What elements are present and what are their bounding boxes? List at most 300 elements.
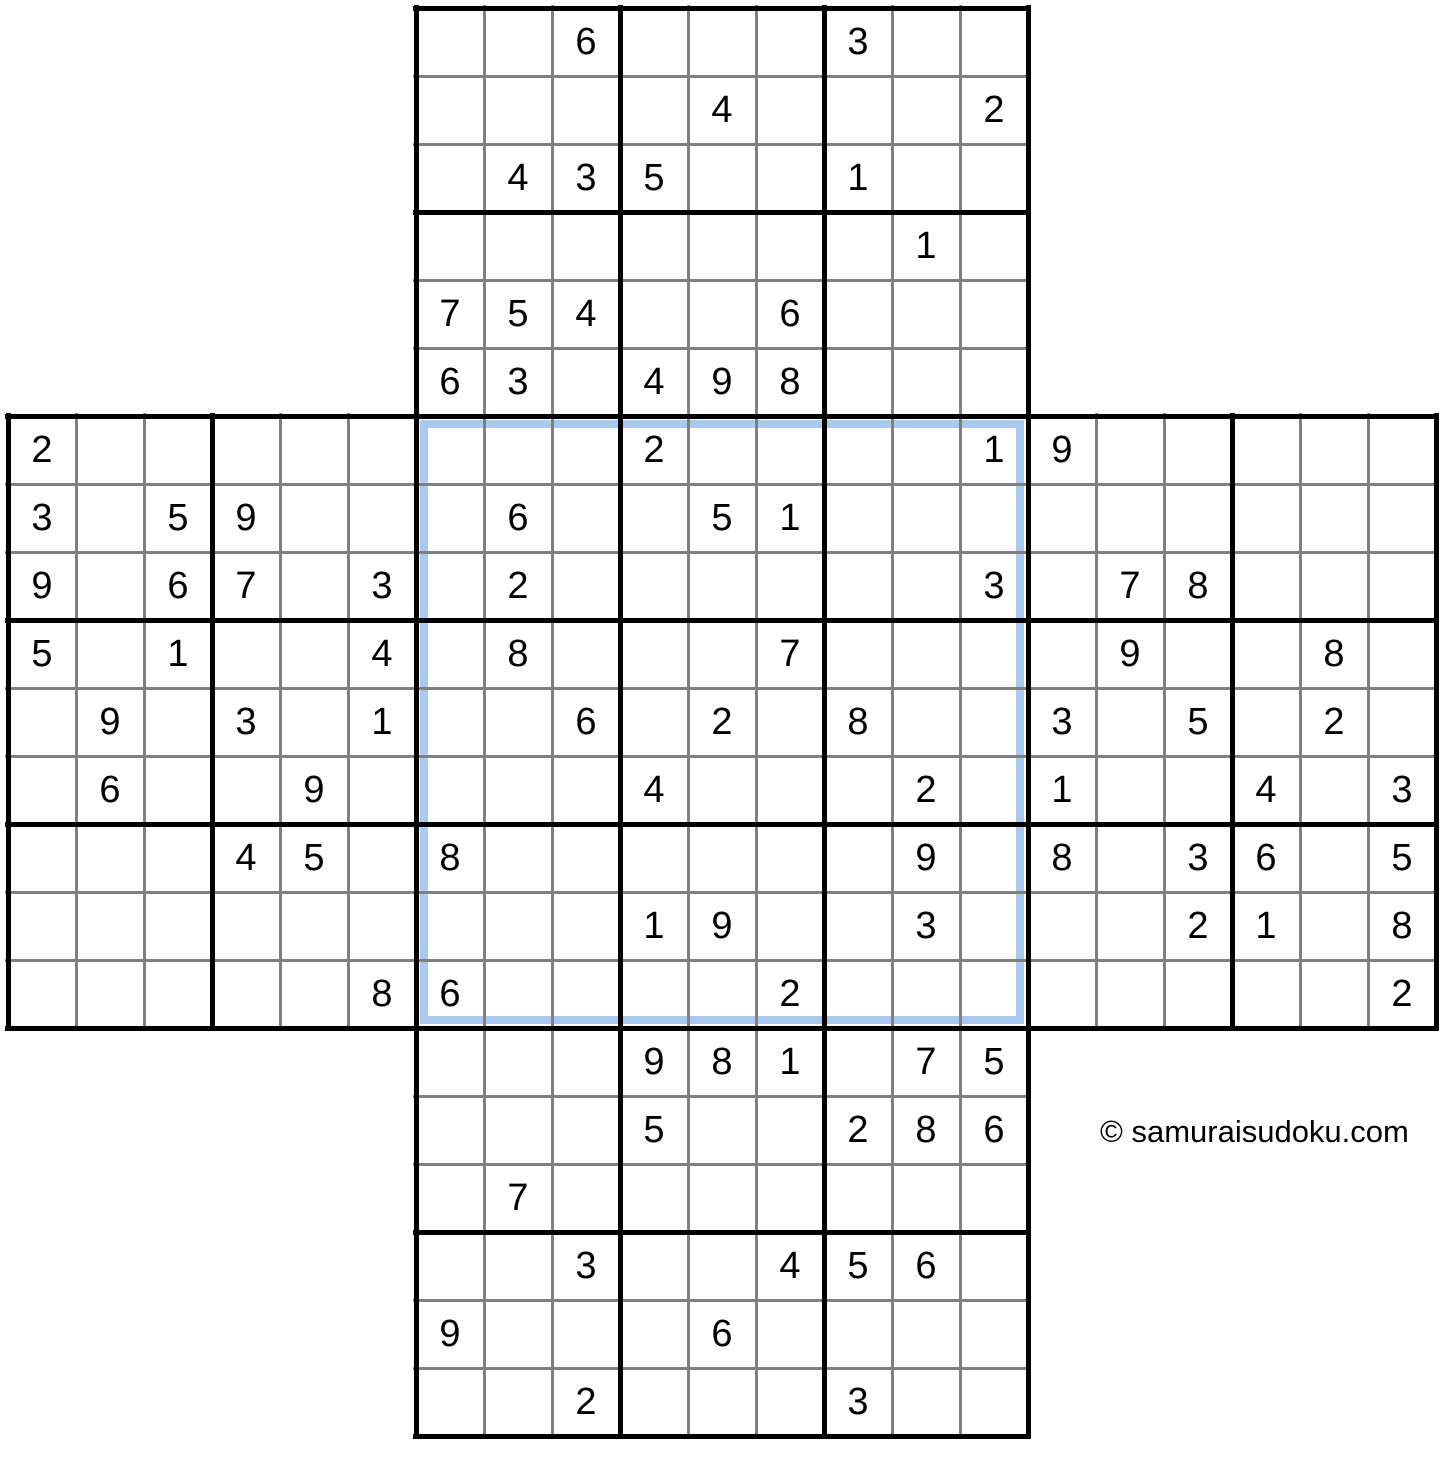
sudoku-cell[interactable] bbox=[348, 824, 416, 892]
given-digit: 2 bbox=[1391, 973, 1413, 1015]
sudoku-cell[interactable] bbox=[892, 1368, 960, 1436]
given-digit: 1 bbox=[1051, 769, 1073, 811]
sudoku-cell[interactable] bbox=[824, 212, 892, 280]
sudoku-cell[interactable] bbox=[144, 416, 212, 484]
given-digit: 4 bbox=[711, 89, 733, 131]
given-digit: 3 bbox=[1051, 701, 1073, 743]
sudoku-cell[interactable] bbox=[76, 620, 144, 688]
grid-line-vertical bbox=[687, 5, 690, 1439]
sudoku-cell[interactable] bbox=[212, 416, 280, 484]
sudoku-cell bbox=[1164, 552, 1232, 620]
grid-line-horizontal bbox=[413, 75, 1031, 78]
given-digit: 6 bbox=[167, 565, 189, 607]
given-digit: 6 bbox=[575, 701, 597, 743]
grid-line-vertical bbox=[959, 5, 962, 1439]
sudoku-cell bbox=[824, 1232, 892, 1300]
sudoku-cell[interactable] bbox=[348, 416, 416, 484]
sudoku-cell[interactable] bbox=[8, 756, 76, 824]
sudoku-cell[interactable] bbox=[1232, 416, 1300, 484]
given-digit: 8 bbox=[1323, 633, 1345, 675]
given-digit: 2 bbox=[643, 429, 665, 471]
sudoku-cell[interactable] bbox=[1096, 416, 1164, 484]
given-digit: 6 bbox=[711, 1313, 733, 1355]
given-digit: 3 bbox=[31, 497, 53, 539]
sudoku-cell[interactable] bbox=[824, 1300, 892, 1368]
given-digit: 4 bbox=[575, 293, 597, 335]
sudoku-cell bbox=[1368, 756, 1436, 824]
given-digit: 1 bbox=[779, 497, 801, 539]
grid-line-horizontal bbox=[413, 1163, 1031, 1166]
sudoku-cell[interactable] bbox=[1028, 960, 1096, 1028]
sudoku-cell[interactable] bbox=[416, 1096, 484, 1164]
sudoku-cell[interactable] bbox=[1096, 892, 1164, 960]
given-digit: 2 bbox=[847, 1109, 869, 1151]
sudoku-cell bbox=[892, 1232, 960, 1300]
sudoku-cell[interactable] bbox=[756, 1368, 824, 1436]
sudoku-cell[interactable] bbox=[76, 552, 144, 620]
sudoku-cell[interactable] bbox=[756, 1300, 824, 1368]
sudoku-cell[interactable] bbox=[688, 212, 756, 280]
sudoku-cell[interactable] bbox=[212, 620, 280, 688]
sudoku-cell[interactable] bbox=[1300, 960, 1368, 1028]
sudoku-cell[interactable] bbox=[212, 892, 280, 960]
sudoku-cell[interactable] bbox=[484, 1300, 552, 1368]
sudoku-cell[interactable] bbox=[892, 76, 960, 144]
sudoku-cell[interactable] bbox=[688, 1164, 756, 1232]
given-digit: 5 bbox=[643, 157, 665, 199]
sudoku-cell[interactable] bbox=[960, 1368, 1028, 1436]
sudoku-cell bbox=[416, 1300, 484, 1368]
given-digit: 8 bbox=[779, 361, 801, 403]
sudoku-cell bbox=[824, 1096, 892, 1164]
sudoku-cell[interactable] bbox=[756, 76, 824, 144]
given-digit: 2 bbox=[507, 565, 529, 607]
given-digit: 7 bbox=[779, 633, 801, 675]
given-digit: 3 bbox=[371, 565, 393, 607]
given-digit: 1 bbox=[643, 905, 665, 947]
sudoku-cell bbox=[1028, 688, 1096, 756]
sudoku-cell[interactable] bbox=[484, 1368, 552, 1436]
grid-line-horizontal bbox=[413, 210, 1031, 215]
sudoku-cell[interactable] bbox=[1028, 620, 1096, 688]
sudoku-cell[interactable] bbox=[280, 416, 348, 484]
grid-line-vertical bbox=[279, 413, 282, 1031]
sudoku-cell bbox=[1028, 416, 1096, 484]
sudoku-cell[interactable] bbox=[1096, 960, 1164, 1028]
sudoku-cell[interactable] bbox=[892, 348, 960, 416]
sudoku-cell[interactable] bbox=[688, 8, 756, 76]
sudoku-cell[interactable] bbox=[756, 8, 824, 76]
sudoku-cell bbox=[756, 348, 824, 416]
given-digit: 3 bbox=[1391, 769, 1413, 811]
sudoku-cell[interactable] bbox=[620, 1232, 688, 1300]
given-digit: 4 bbox=[235, 837, 257, 879]
sudoku-cell bbox=[552, 1368, 620, 1436]
sudoku-cell[interactable] bbox=[1368, 620, 1436, 688]
sudoku-cell[interactable] bbox=[280, 620, 348, 688]
sudoku-cell[interactable] bbox=[8, 892, 76, 960]
samurai-sudoku-board bbox=[8, 8, 1436, 1436]
sudoku-cell[interactable] bbox=[552, 76, 620, 144]
sudoku-cell[interactable] bbox=[620, 1300, 688, 1368]
watermark: © samuraisudoku.com bbox=[1100, 1114, 1409, 1149]
sudoku-cell[interactable] bbox=[1368, 552, 1436, 620]
sudoku-cell bbox=[1232, 824, 1300, 892]
sudoku-cell[interactable] bbox=[280, 892, 348, 960]
sudoku-cell bbox=[144, 552, 212, 620]
sudoku-cell[interactable] bbox=[1300, 416, 1368, 484]
given-digit: 4 bbox=[779, 1245, 801, 1287]
given-digit: 9 bbox=[439, 1313, 461, 1355]
sudoku-cell bbox=[620, 1096, 688, 1164]
sudoku-cell bbox=[1300, 620, 1368, 688]
grid-line-vertical bbox=[1026, 5, 1031, 1439]
sudoku-cell[interactable] bbox=[8, 824, 76, 892]
sudoku-cell[interactable] bbox=[960, 1232, 1028, 1300]
sudoku-cell[interactable] bbox=[280, 688, 348, 756]
given-digit: 9 bbox=[643, 1041, 665, 1083]
grid-line-vertical bbox=[414, 5, 419, 1439]
sudoku-cell[interactable] bbox=[144, 824, 212, 892]
sudoku-cell[interactable] bbox=[1368, 416, 1436, 484]
sudoku-cell bbox=[620, 144, 688, 212]
sudoku-cell[interactable] bbox=[552, 348, 620, 416]
sudoku-cell[interactable] bbox=[1096, 824, 1164, 892]
given-digit: 9 bbox=[235, 497, 257, 539]
sudoku-cell[interactable] bbox=[484, 1096, 552, 1164]
grid-line-horizontal bbox=[5, 618, 1439, 623]
sudoku-cell[interactable] bbox=[76, 416, 144, 484]
given-digit: 5 bbox=[507, 293, 529, 335]
sudoku-cell[interactable] bbox=[892, 1164, 960, 1232]
sudoku-cell bbox=[1096, 620, 1164, 688]
sudoku-cell[interactable] bbox=[144, 892, 212, 960]
sudoku-cell[interactable] bbox=[416, 1028, 484, 1096]
sudoku-cell[interactable] bbox=[1164, 960, 1232, 1028]
sudoku-cell bbox=[892, 1028, 960, 1096]
sudoku-cell[interactable] bbox=[1232, 620, 1300, 688]
given-digit: 2 bbox=[575, 1381, 597, 1423]
given-digit: 7 bbox=[439, 293, 461, 335]
sudoku-cell[interactable] bbox=[484, 76, 552, 144]
given-digit: 7 bbox=[235, 565, 257, 607]
sudoku-cell[interactable] bbox=[620, 212, 688, 280]
given-digit: 9 bbox=[303, 769, 325, 811]
sudoku-cell[interactable] bbox=[280, 960, 348, 1028]
sudoku-cell bbox=[688, 76, 756, 144]
grid-line-horizontal bbox=[413, 6, 1031, 11]
sudoku-cell[interactable] bbox=[416, 8, 484, 76]
sudoku-cell bbox=[212, 688, 280, 756]
given-digit: 9 bbox=[711, 905, 733, 947]
sudoku-cell bbox=[1368, 960, 1436, 1028]
sudoku-cell[interactable] bbox=[824, 1028, 892, 1096]
sudoku-cell bbox=[484, 280, 552, 348]
sudoku-cell[interactable] bbox=[688, 1232, 756, 1300]
grid-line-horizontal bbox=[5, 551, 1439, 554]
sudoku-cell[interactable] bbox=[212, 960, 280, 1028]
given-digit: 6 bbox=[983, 1109, 1005, 1151]
sudoku-cell[interactable] bbox=[892, 1300, 960, 1368]
sudoku-cell[interactable] bbox=[76, 960, 144, 1028]
sudoku-cell bbox=[552, 280, 620, 348]
sudoku-cell[interactable] bbox=[552, 1300, 620, 1368]
sudoku-cell[interactable] bbox=[1232, 552, 1300, 620]
given-digit: 6 bbox=[439, 973, 461, 1015]
grid-line-horizontal bbox=[413, 1095, 1031, 1098]
sudoku-cell[interactable] bbox=[416, 1232, 484, 1300]
given-digit: 8 bbox=[847, 701, 869, 743]
grid-line-horizontal bbox=[413, 1230, 1031, 1235]
sudoku-cell[interactable] bbox=[824, 76, 892, 144]
sudoku-cell bbox=[416, 280, 484, 348]
sudoku-cell bbox=[552, 144, 620, 212]
center-grid-highlight bbox=[420, 420, 1024, 1024]
given-digit: 6 bbox=[439, 361, 461, 403]
sudoku-cell[interactable] bbox=[1096, 688, 1164, 756]
sudoku-cell bbox=[824, 8, 892, 76]
sudoku-cell[interactable] bbox=[416, 76, 484, 144]
sudoku-cell[interactable] bbox=[1164, 416, 1232, 484]
sudoku-cell[interactable] bbox=[1164, 620, 1232, 688]
given-digit: 9 bbox=[99, 701, 121, 743]
sudoku-cell[interactable] bbox=[960, 1164, 1028, 1232]
given-digit: 7 bbox=[915, 1041, 937, 1083]
given-digit: 2 bbox=[915, 769, 937, 811]
given-digit: 5 bbox=[847, 1245, 869, 1287]
grid-line-horizontal bbox=[413, 1434, 1031, 1439]
sudoku-cell bbox=[756, 1028, 824, 1096]
sudoku-cell[interactable] bbox=[1028, 484, 1096, 552]
sudoku-cell[interactable] bbox=[756, 1096, 824, 1164]
sudoku-cell[interactable] bbox=[416, 1368, 484, 1436]
given-digit: 2 bbox=[1323, 701, 1345, 743]
sudoku-cell[interactable] bbox=[688, 1096, 756, 1164]
sudoku-cell[interactable] bbox=[824, 348, 892, 416]
sudoku-cell[interactable] bbox=[620, 8, 688, 76]
sudoku-cell bbox=[688, 1028, 756, 1096]
sudoku-cell bbox=[1096, 552, 1164, 620]
sudoku-cell bbox=[416, 348, 484, 416]
given-digit: 4 bbox=[643, 361, 665, 403]
given-digit: 2 bbox=[711, 701, 733, 743]
given-digit: 4 bbox=[507, 157, 529, 199]
grid-line-horizontal bbox=[413, 143, 1031, 146]
sudoku-cell bbox=[960, 1096, 1028, 1164]
given-digit: 3 bbox=[575, 157, 597, 199]
sudoku-cell bbox=[552, 8, 620, 76]
sudoku-cell bbox=[76, 688, 144, 756]
sudoku-cell[interactable] bbox=[1028, 892, 1096, 960]
sudoku-cell[interactable] bbox=[1232, 484, 1300, 552]
given-digit: 2 bbox=[779, 973, 801, 1015]
sudoku-cell[interactable] bbox=[620, 1368, 688, 1436]
given-digit: 4 bbox=[1255, 769, 1277, 811]
sudoku-cell[interactable] bbox=[484, 212, 552, 280]
sudoku-cell[interactable] bbox=[960, 144, 1028, 212]
sudoku-cell[interactable] bbox=[348, 892, 416, 960]
given-digit: 9 bbox=[1051, 429, 1073, 471]
sudoku-cell[interactable] bbox=[416, 1164, 484, 1232]
sudoku-cell[interactable] bbox=[552, 212, 620, 280]
sudoku-cell[interactable] bbox=[484, 1232, 552, 1300]
sudoku-cell[interactable] bbox=[824, 280, 892, 348]
grid-line-horizontal bbox=[413, 1299, 1031, 1302]
sudoku-cell[interactable] bbox=[76, 484, 144, 552]
sudoku-cell bbox=[144, 484, 212, 552]
grid-line-vertical bbox=[1230, 413, 1235, 1031]
sudoku-cell[interactable] bbox=[892, 8, 960, 76]
sudoku-cell bbox=[1164, 892, 1232, 960]
given-digit: 2 bbox=[983, 89, 1005, 131]
sudoku-cell bbox=[892, 212, 960, 280]
sudoku-cell[interactable] bbox=[960, 1300, 1028, 1368]
sudoku-cell[interactable] bbox=[960, 280, 1028, 348]
grid-line-horizontal bbox=[5, 687, 1439, 690]
given-digit: 5 bbox=[643, 1109, 665, 1151]
grid-line-vertical bbox=[483, 5, 486, 1439]
sudoku-cell bbox=[348, 688, 416, 756]
given-digit: 9 bbox=[915, 837, 937, 879]
grid-line-vertical bbox=[891, 5, 894, 1439]
grid-line-horizontal bbox=[413, 347, 1031, 350]
grid-line-vertical bbox=[1163, 413, 1166, 1031]
sudoku-cell[interactable] bbox=[280, 552, 348, 620]
sudoku-cell[interactable] bbox=[1164, 484, 1232, 552]
sudoku-cell[interactable] bbox=[688, 1368, 756, 1436]
sudoku-cell[interactable] bbox=[960, 8, 1028, 76]
given-digit: 5 bbox=[711, 497, 733, 539]
sudoku-cell[interactable] bbox=[76, 892, 144, 960]
sudoku-cell[interactable] bbox=[756, 1164, 824, 1232]
grid-line-horizontal bbox=[413, 279, 1031, 282]
sudoku-cell[interactable] bbox=[756, 144, 824, 212]
sudoku-cell bbox=[1028, 756, 1096, 824]
sudoku-cell[interactable] bbox=[552, 1028, 620, 1096]
sudoku-cell[interactable] bbox=[144, 688, 212, 756]
given-digit: 5 bbox=[983, 1041, 1005, 1083]
sudoku-cell[interactable] bbox=[1164, 756, 1232, 824]
sudoku-cell[interactable] bbox=[144, 960, 212, 1028]
sudoku-cell[interactable] bbox=[1300, 824, 1368, 892]
grid-line-vertical bbox=[6, 413, 11, 1031]
sudoku-cell[interactable] bbox=[552, 1164, 620, 1232]
sudoku-cell[interactable] bbox=[1028, 552, 1096, 620]
sudoku-cell[interactable] bbox=[1368, 484, 1436, 552]
given-digit: 3 bbox=[983, 565, 1005, 607]
sudoku-cell[interactable] bbox=[688, 144, 756, 212]
sudoku-cell[interactable] bbox=[1300, 484, 1368, 552]
sudoku-cell[interactable] bbox=[416, 144, 484, 212]
given-digit: 3 bbox=[847, 1381, 869, 1423]
given-digit: 8 bbox=[439, 837, 461, 879]
grid-line-horizontal bbox=[5, 822, 1439, 827]
sudoku-cell[interactable] bbox=[1096, 756, 1164, 824]
given-digit: 6 bbox=[507, 497, 529, 539]
given-digit: 7 bbox=[1119, 565, 1141, 607]
sudoku-cell bbox=[1028, 824, 1096, 892]
given-digit: 6 bbox=[1255, 837, 1277, 879]
sudoku-cell[interactable] bbox=[280, 484, 348, 552]
sudoku-cell bbox=[280, 756, 348, 824]
sudoku-cell bbox=[484, 348, 552, 416]
sudoku-cell[interactable] bbox=[824, 1164, 892, 1232]
sudoku-cell bbox=[212, 824, 280, 892]
sudoku-cell[interactable] bbox=[1232, 688, 1300, 756]
given-digit: 8 bbox=[1051, 837, 1073, 879]
sudoku-cell bbox=[552, 1232, 620, 1300]
sudoku-cell[interactable] bbox=[756, 212, 824, 280]
sudoku-cell bbox=[348, 552, 416, 620]
sudoku-cell[interactable] bbox=[1096, 484, 1164, 552]
sudoku-cell bbox=[1232, 892, 1300, 960]
sudoku-cell[interactable] bbox=[620, 1164, 688, 1232]
sudoku-cell[interactable] bbox=[892, 280, 960, 348]
grid-line-vertical bbox=[347, 413, 350, 1031]
sudoku-cell[interactable] bbox=[960, 348, 1028, 416]
sudoku-cell[interactable] bbox=[1300, 756, 1368, 824]
sudoku-cell bbox=[348, 960, 416, 1028]
sudoku-cell[interactable] bbox=[1300, 892, 1368, 960]
sudoku-cell[interactable] bbox=[892, 144, 960, 212]
sudoku-cell[interactable] bbox=[76, 824, 144, 892]
sudoku-cell[interactable] bbox=[552, 1096, 620, 1164]
sudoku-cell[interactable] bbox=[1368, 688, 1436, 756]
sudoku-cell bbox=[212, 552, 280, 620]
given-digit: 1 bbox=[1255, 905, 1277, 947]
grid-line-vertical bbox=[1434, 413, 1439, 1031]
sudoku-cell[interactable] bbox=[212, 756, 280, 824]
grid-line-vertical bbox=[1367, 413, 1370, 1031]
given-digit: 2 bbox=[1187, 905, 1209, 947]
given-digit: 9 bbox=[711, 361, 733, 403]
given-digit: 5 bbox=[31, 633, 53, 675]
sudoku-cell bbox=[620, 348, 688, 416]
grid-line-vertical bbox=[1299, 413, 1302, 1031]
sudoku-cell bbox=[960, 76, 1028, 144]
grid-line-vertical bbox=[210, 413, 215, 1031]
given-digit: 8 bbox=[915, 1109, 937, 1151]
given-digit: 4 bbox=[643, 769, 665, 811]
grid-line-horizontal bbox=[5, 414, 1439, 419]
sudoku-cell bbox=[1164, 824, 1232, 892]
sudoku-cell[interactable] bbox=[8, 960, 76, 1028]
given-digit: 4 bbox=[371, 633, 393, 675]
sudoku-cell[interactable] bbox=[484, 8, 552, 76]
grid-line-horizontal bbox=[5, 755, 1439, 758]
sudoku-cell[interactable] bbox=[8, 688, 76, 756]
sudoku-cell[interactable] bbox=[348, 756, 416, 824]
sudoku-cell bbox=[756, 1232, 824, 1300]
given-digit: 1 bbox=[847, 157, 869, 199]
sudoku-cell[interactable] bbox=[620, 280, 688, 348]
given-digit: 7 bbox=[507, 1177, 529, 1219]
given-digit: 8 bbox=[1391, 905, 1413, 947]
sudoku-cell bbox=[688, 1300, 756, 1368]
sudoku-cell bbox=[824, 1368, 892, 1436]
sudoku-cell[interactable] bbox=[1300, 552, 1368, 620]
sudoku-cell[interactable] bbox=[960, 212, 1028, 280]
sudoku-cell[interactable] bbox=[484, 1028, 552, 1096]
sudoku-cell[interactable] bbox=[688, 280, 756, 348]
sudoku-cell[interactable] bbox=[620, 76, 688, 144]
sudoku-cell[interactable] bbox=[1232, 960, 1300, 1028]
sudoku-cell[interactable] bbox=[416, 212, 484, 280]
sudoku-cell[interactable] bbox=[348, 484, 416, 552]
sudoku-cell bbox=[280, 824, 348, 892]
sudoku-cell bbox=[1232, 756, 1300, 824]
sudoku-cell[interactable] bbox=[144, 756, 212, 824]
